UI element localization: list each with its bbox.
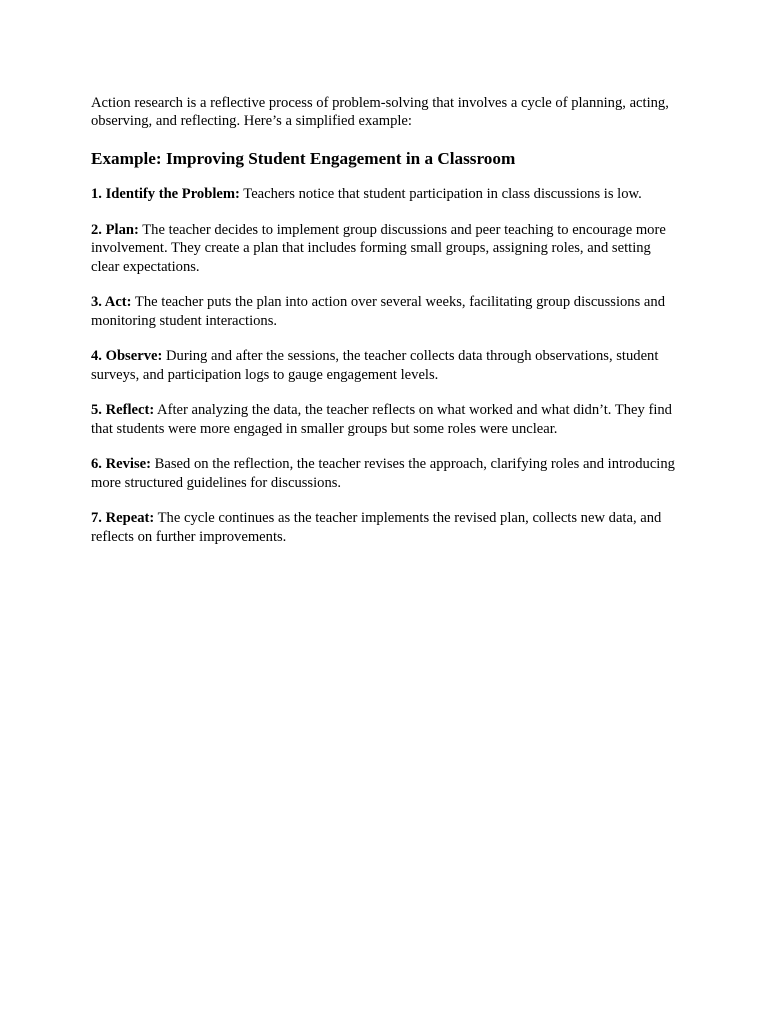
step-text: Based on the reflection, the teacher revises the approach, clarifying roles and introducing more structured guidelines for discussions. <box>91 456 675 491</box>
step-text: After analyzing the data, the teacher reflects on what worked and what didn’t. They find that students were more engaged in smaller groups but some roles were unclear. <box>91 402 672 437</box>
example-heading: Example: Improving Student Engagement in a Classroom <box>91 149 516 168</box>
step-text: The cycle continues as the teacher implements the revised plan, collects new data, and reflects on further improvements. <box>91 510 662 545</box>
step-text: Teachers notice that student participation in class discussions is low. <box>243 186 642 202</box>
step-label: 5. Reflect: <box>91 402 155 418</box>
step-label: 2. Plan: <box>91 221 139 238</box>
steps-list <box>91 185 681 546</box>
document-page <box>91 94 681 563</box>
step-label: 7. Repeat: <box>91 510 155 526</box>
intro-paragraph: Action research is a reflective process of problem-solving that involves a cycle of planning, acting, observing, and reflecting. Here’s a simplified example: <box>91 95 669 129</box>
step-repeat <box>91 509 681 546</box>
step-label: 6. Revise: <box>91 456 151 472</box>
step-text: The teacher decides to implement group discussions and peer teaching to encourage more involvement. They create a plan that includes forming small groups, assigning roles, and setting clear expectations. <box>91 221 666 275</box>
step-act <box>91 293 681 330</box>
step-revise <box>91 455 681 492</box>
step-label: 3. Act: <box>91 294 132 310</box>
step-identify <box>91 185 681 204</box>
step-observe <box>91 347 681 384</box>
step-reflect <box>91 401 681 438</box>
step-label: 1. Identify the Problem: <box>91 186 240 202</box>
step-plan <box>91 221 681 277</box>
step-text: The teacher puts the plan into action over several weeks, facilitating group discussions and monitoring student interactions. <box>91 294 665 329</box>
step-text: During and after the sessions, the teacher collects data through observations, student surveys, and participation logs to gauge engagement levels. <box>91 348 659 383</box>
step-label: 4. Observe: <box>91 348 163 364</box>
